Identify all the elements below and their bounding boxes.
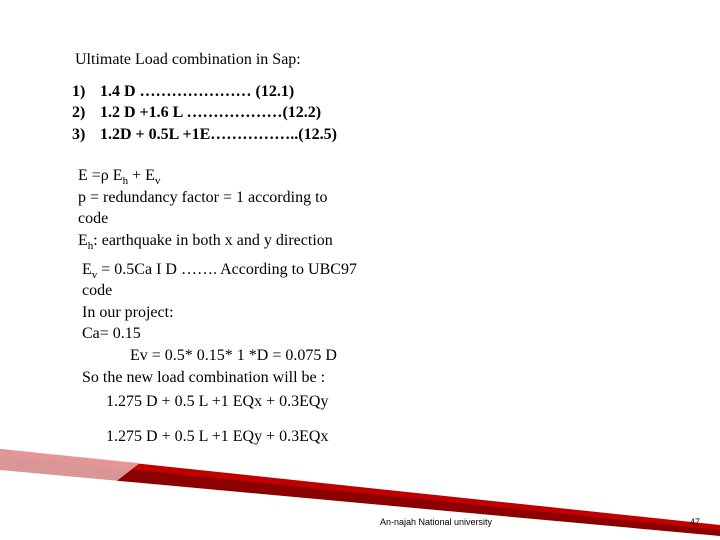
ca-value: Ca= 0.15 <box>82 325 141 342</box>
eh-main: E <box>78 232 88 249</box>
combination-number: 1) <box>72 83 86 100</box>
new-combination-2: 1.275 D + 0.5 L +1 EQy + 0.3EQx <box>106 428 329 445</box>
slide-title: Ultimate Load combination in Sap: <box>75 51 301 68</box>
combination-number: 3) <box>72 126 86 143</box>
combination-text: 1.2 D +1.6 L ………………(12.2) <box>100 104 322 121</box>
ev-calculation: Ev = 0.5* 0.15* 1 *D = 0.075 D <box>130 347 337 364</box>
redundancy-line-1: p = redundancy factor = 1 according to <box>78 189 328 206</box>
ev-code-line: code <box>82 282 113 299</box>
eh-sub: h <box>87 240 94 253</box>
formula-sub-v: v <box>154 175 161 188</box>
ev-main: E <box>82 261 92 278</box>
combination-text: 1.4 D ………………… (12.1) <box>100 83 295 100</box>
combination-text: 1.2D + 0.5L +1E……………..(12.5) <box>100 126 337 143</box>
new-combination-label: So the new load combination will be : <box>82 369 326 386</box>
eh-rest: : earthquake in both x and y direction <box>93 232 333 249</box>
new-combination-1: 1.275 D + 0.5 L +1 EQx + 0.3EQy <box>106 393 329 410</box>
formula-sub-h: h <box>122 175 129 188</box>
ev-sub: v <box>91 269 98 282</box>
redundancy-line-2: code <box>78 210 109 227</box>
footer-band-white <box>0 470 720 540</box>
footer-university: An-najah National university <box>380 517 493 527</box>
formula-mid: + E <box>128 167 155 184</box>
combination-number: 2) <box>72 104 86 121</box>
project-label: In our project: <box>82 304 174 321</box>
formula-prefix: E =ρ E <box>78 167 123 184</box>
ev-rest: = 0.5Ca I D ……. According to UBC97 <box>97 261 357 278</box>
page-number: 47 <box>690 517 701 527</box>
